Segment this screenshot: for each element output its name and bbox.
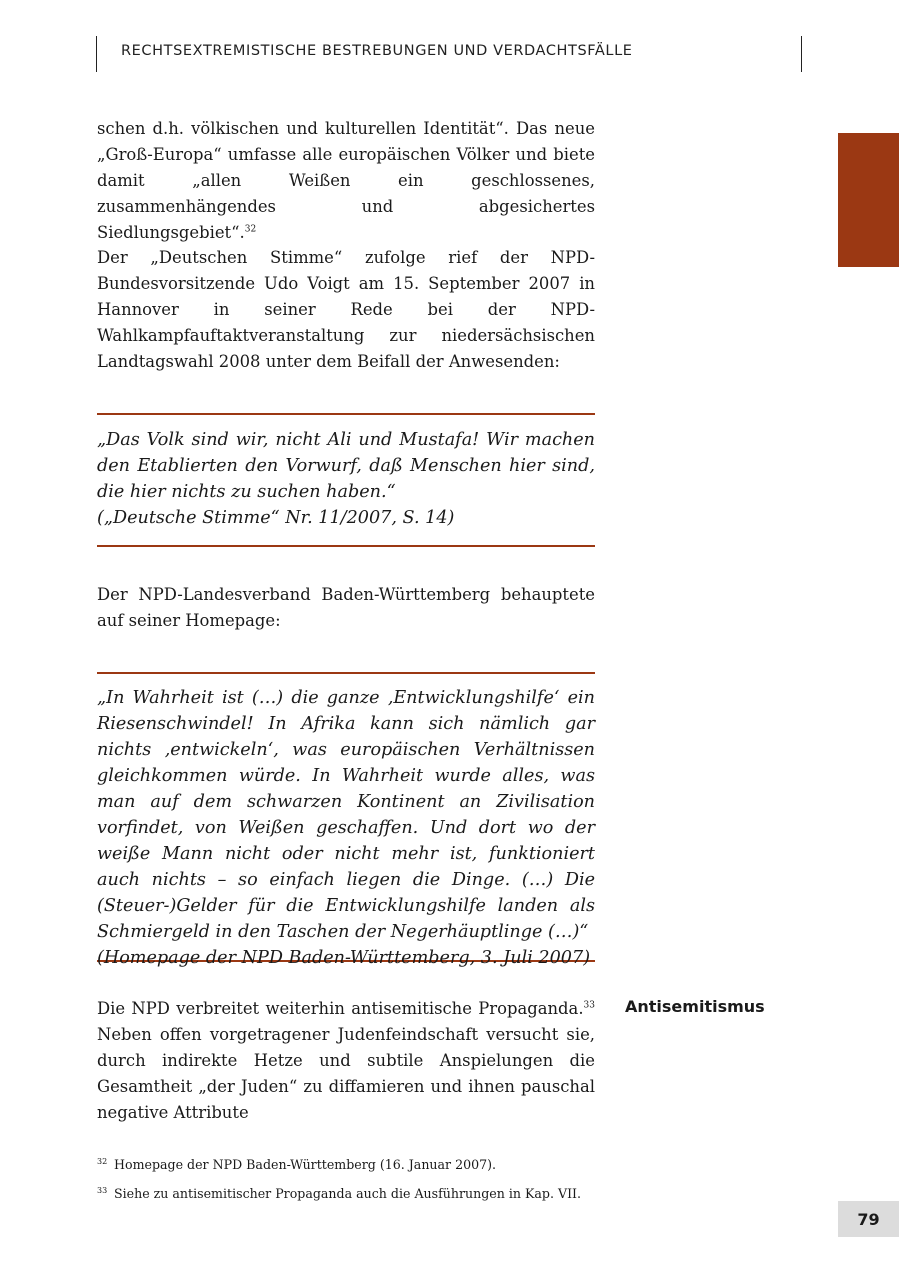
footnote-ref-32[interactable]: 32 xyxy=(244,224,257,235)
paragraph-text: Neben offen vorgetragener Judenfeindschaft versucht sie, durch indirekte Hetze und subtile Anspielungen die Gesamtheit „der Juden“ zu diffamieren und ihnen pauschal negative Attribute xyxy=(97,1025,595,1122)
chapter-side-tab xyxy=(838,133,899,267)
running-header: RECHTSEXTREMISTISCHE BESTREBUNGEN UND VERDACHTSFÄLLE xyxy=(121,43,633,59)
quote-source: („Deutsche Stimme“ Nr. 11/2007, S. 14) xyxy=(97,508,455,528)
quote-text: „Das Volk sind wir, nicht Ali und Mustafa! Wir machen den Etablierten den Vorwurf, daß Menschen hier sind, die hier nichts zu suchen haben.“ xyxy=(97,430,595,502)
paragraph-text: Die NPD verbreitet weiterhin antisemitische Propaganda. xyxy=(97,999,584,1018)
paragraph-landesverband xyxy=(97,582,595,634)
paragraph-text: schen d.h. völkischen und kulturellen Identität“. Das neue „Groß-Europa“ umfasse alle europäischen Völker und biete damit „allen Weißen ein geschlossenes, zusammenhängendes und abgesichertes Siedlungsgebiet“. xyxy=(97,119,595,242)
header-rule-right xyxy=(801,36,802,72)
quote-text: „In Wahrheit ist (…) die ganze ‚Entwicklungshilfe‘ ein Riesenschwindel! In Afrika kann sich nämlich gar nichts ‚entwickeln‘, was europäischen Verhältnissen gleichkommen würde. In Wahrheit wurde alles, was man auf dem schwarzen Kontinent an Zivilisation vorfindet, von Weißen geschaffen. Und dort wo der weiße Mann nicht oder nicht mehr ist, funktioniert auch nichts – so einfach liegen die Dinge. (…) Die (Steuer-)Gelder für die Entwicklungshilfe landen als Schmiergeld in den Taschen der Negerhäuptlinge (…)“ xyxy=(97,688,595,942)
footnote-ref-33[interactable]: 33 xyxy=(583,1000,595,1011)
page-number: 79 xyxy=(838,1201,899,1237)
footnote-text: Siehe zu antisemitischer Propaganda auch die Ausführungen in Kap. VII. xyxy=(114,1186,582,1201)
paragraph-voigt xyxy=(97,245,595,375)
footnote-mark: 32 xyxy=(97,1157,108,1166)
header-rule-left xyxy=(96,36,97,72)
paragraph-text: Der „Deutschen Stimme“ zufolge rief der NPD-Bundesvorsitzende Udo Voigt am 15. September 2007 in Hannover in seiner Rede bei der NPD-Wahlkampfauftaktveranstaltung zur niedersächsischen Landtagswahl 2008 unter dem Beifall der Anwesenden: xyxy=(97,248,595,371)
paragraph-antisemitismus xyxy=(97,996,595,1126)
footnote-mark: 33 xyxy=(97,1186,108,1195)
paragraph-text: Der NPD-Landesverband Baden-Württemberg behauptete auf seiner Homepage: xyxy=(97,585,595,630)
footnote-text: Homepage der NPD Baden-Württemberg (16. Januar 2007). xyxy=(114,1157,497,1172)
quote-box-homepage xyxy=(97,672,595,968)
footnote-32 xyxy=(97,1156,496,1174)
paragraph-groß-europa xyxy=(97,116,595,246)
footnote-33 xyxy=(97,1185,581,1203)
margin-heading-antisemitismus: Antisemitismus xyxy=(625,997,765,1016)
quote-box-voigt xyxy=(97,413,595,547)
quote-source: (Homepage der NPD Baden-Württemberg, 3. Juli 2007) xyxy=(97,948,591,968)
